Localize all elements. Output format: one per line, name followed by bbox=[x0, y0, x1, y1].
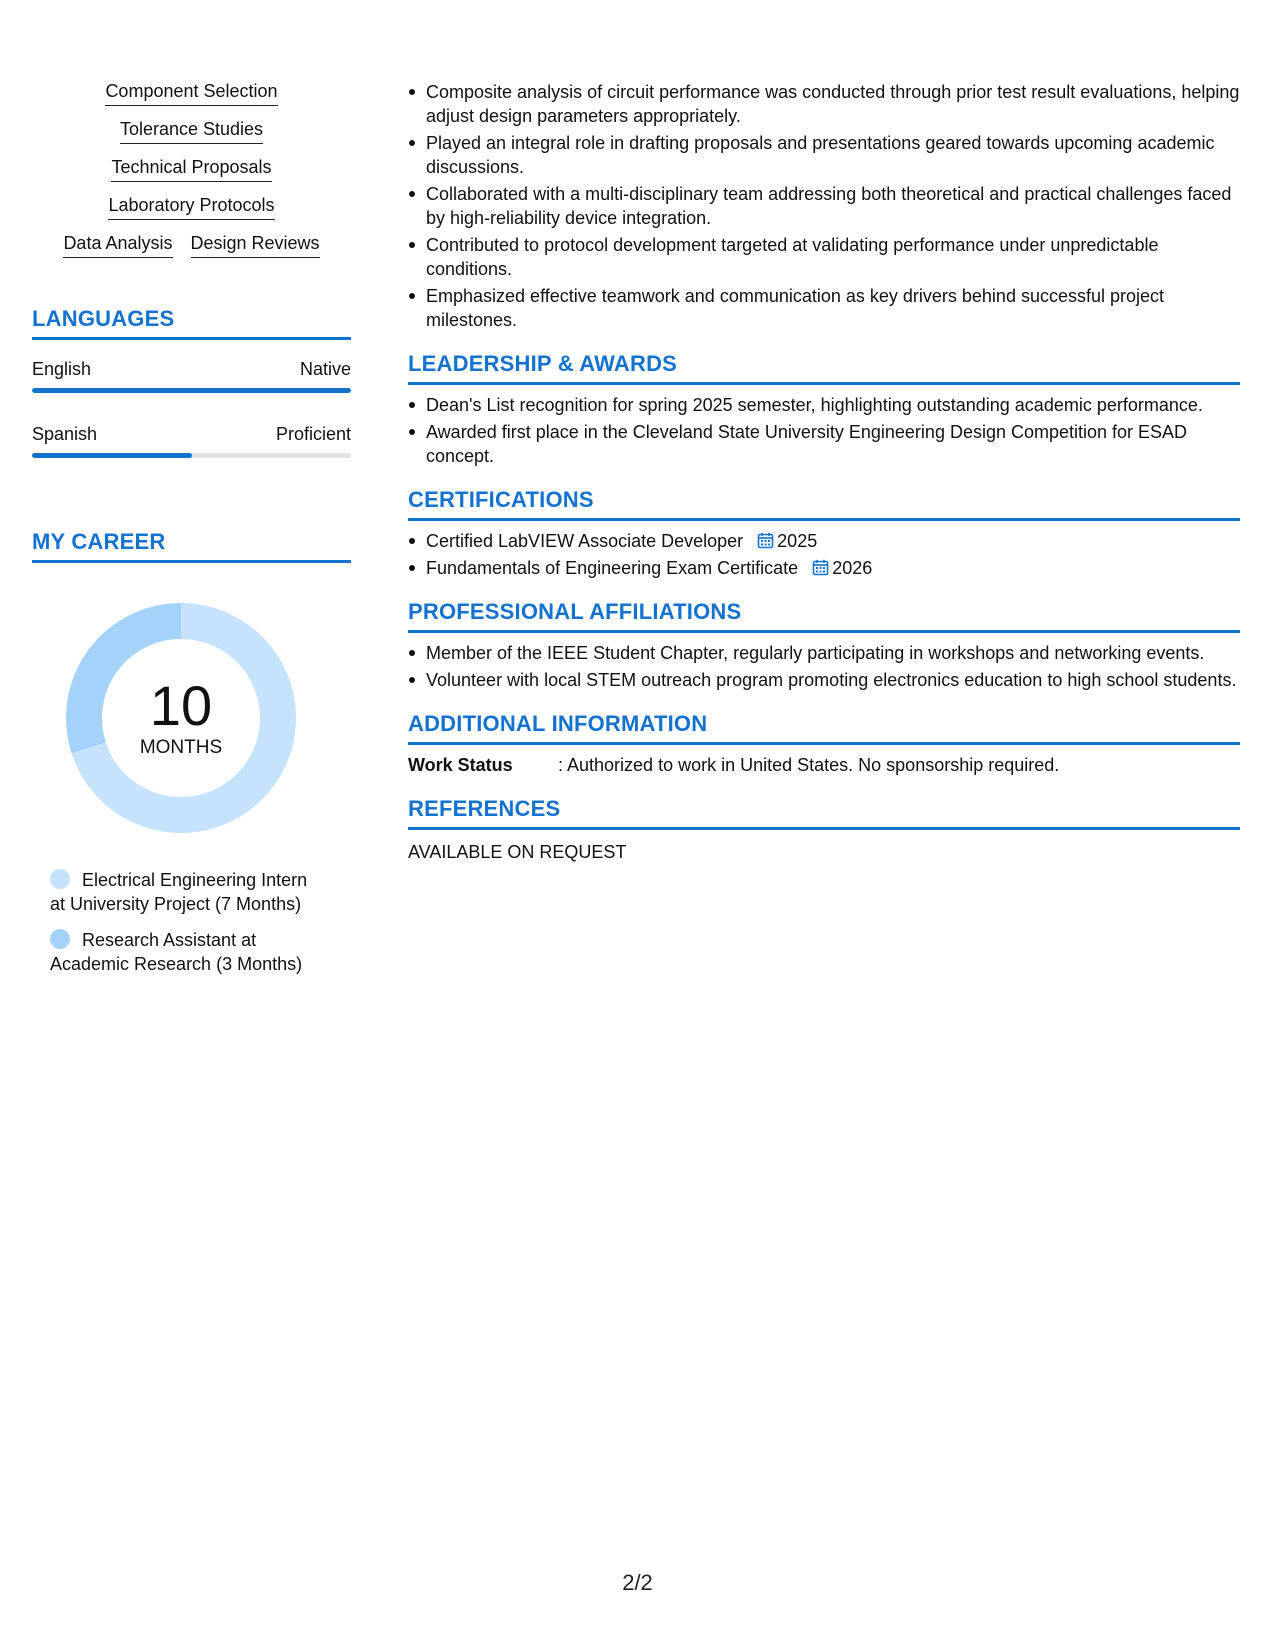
skill-row bbox=[63, 232, 319, 258]
affiliation-item: Volunteer with local STEM outreach program promoting electronics education to high school students. bbox=[426, 668, 1240, 692]
work-status-label: Work Status bbox=[408, 755, 513, 775]
career-section bbox=[32, 528, 351, 976]
language-name: English bbox=[32, 359, 92, 379]
legend-item bbox=[50, 928, 320, 976]
experience-bullet: Collaborated with a multi-disciplinary team addressing both theoretical and practical challenges faced by high-reliability device integration. bbox=[426, 182, 1240, 230]
certification-year: 2025 bbox=[777, 531, 818, 551]
language-proficiency-fill bbox=[32, 388, 351, 393]
languages-section bbox=[32, 305, 351, 458]
skill-row bbox=[120, 118, 263, 144]
additional-info-heading: ADDITIONAL INFORMATION bbox=[408, 710, 1240, 745]
work-status-row bbox=[408, 753, 1240, 777]
skills-list bbox=[32, 80, 351, 270]
experience-bullet: Played an integral role in drafting proposals and presentations geared towards upcoming academic discussions. bbox=[426, 131, 1240, 179]
experience-bullets bbox=[408, 80, 1240, 332]
skill-tag: Component Selection bbox=[105, 80, 277, 106]
certifications-heading: CERTIFICATIONS bbox=[408, 486, 1240, 521]
certification-name: Fundamentals of Engineering Exam Certificate bbox=[426, 558, 799, 578]
skill-tag: Design Reviews bbox=[191, 232, 320, 258]
work-status-value: : Authorized to work in United States. No sponsorship required. bbox=[558, 755, 1060, 775]
legend-dot bbox=[50, 929, 70, 949]
skill-tag: Tolerance Studies bbox=[120, 118, 263, 144]
calendar-icon bbox=[757, 532, 774, 549]
page-number: 2/2 bbox=[622, 1570, 653, 1595]
skill-row bbox=[105, 80, 277, 106]
additional-info-section bbox=[408, 710, 1240, 777]
language-item bbox=[32, 358, 351, 393]
affiliations-heading: PROFESSIONAL AFFILIATIONS bbox=[408, 598, 1240, 633]
certification-item bbox=[426, 529, 1240, 553]
certifications-section bbox=[408, 486, 1240, 580]
references-heading: REFERENCES bbox=[408, 795, 1240, 830]
career-total-unit: MONTHS bbox=[139, 737, 223, 758]
language-proficiency-bar bbox=[32, 388, 351, 393]
skill-tag: Laboratory Protocols bbox=[108, 194, 274, 220]
affiliations-section bbox=[408, 598, 1240, 692]
donut-center bbox=[66, 603, 296, 833]
skill-tag: Data Analysis bbox=[63, 232, 172, 258]
legend-label: Electrical Engineering Intern at University Project (7 Months) bbox=[50, 870, 308, 914]
experience-bullet: Emphasized effective teamwork and communication as key drivers behind successful project milestones. bbox=[426, 284, 1240, 332]
career-total-value: 10 bbox=[149, 674, 213, 737]
leadership-section bbox=[408, 350, 1240, 468]
language-proficiency-fill bbox=[32, 453, 192, 458]
language-level: Proficient bbox=[275, 424, 351, 444]
career-donut-chart bbox=[66, 603, 296, 833]
language-proficiency-bar bbox=[32, 453, 351, 458]
affiliation-item: Member of the IEEE Student Chapter, regularly participating in workshops and networking events. bbox=[426, 641, 1240, 665]
leadership-item: Awarded first place in the Cleveland State University Engineering Design Competition for ESAD concept. bbox=[426, 420, 1240, 468]
right-column bbox=[408, 80, 1240, 864]
leadership-heading: LEADERSHIP & AWARDS bbox=[408, 350, 1240, 385]
legend-item bbox=[50, 868, 320, 916]
career-legend bbox=[50, 868, 320, 976]
language-item bbox=[32, 423, 351, 458]
languages-heading: LANGUAGES bbox=[32, 305, 351, 340]
references-section bbox=[408, 795, 1240, 864]
experience-bullet: Composite analysis of circuit performance was conducted through prior test result evaluations, helping adjust design parameters appropriately. bbox=[426, 82, 1240, 126]
certification-item bbox=[426, 556, 1240, 580]
calendar-icon bbox=[812, 559, 829, 576]
references-text: AVAILABLE ON REQUEST bbox=[408, 842, 627, 862]
experience-bullet: Contributed to protocol development targeted at validating performance under unpredictable conditions. bbox=[426, 233, 1240, 281]
skill-tag: Technical Proposals bbox=[111, 156, 271, 182]
skill-row bbox=[108, 194, 274, 220]
career-heading: MY CAREER bbox=[32, 528, 351, 563]
language-name: Spanish bbox=[32, 424, 98, 444]
leadership-item: Dean's List recognition for spring 2025 semester, highlighting outstanding academic performance. bbox=[426, 393, 1240, 417]
skill-row bbox=[111, 156, 271, 182]
certification-name: Certified LabVIEW Associate Developer bbox=[426, 531, 744, 551]
certification-year: 2026 bbox=[832, 558, 873, 578]
left-column bbox=[32, 80, 351, 988]
legend-label: Research Assistant at Academic Research (3 Months) bbox=[50, 930, 303, 974]
legend-dot bbox=[50, 869, 70, 889]
language-level: Native bbox=[299, 359, 351, 379]
